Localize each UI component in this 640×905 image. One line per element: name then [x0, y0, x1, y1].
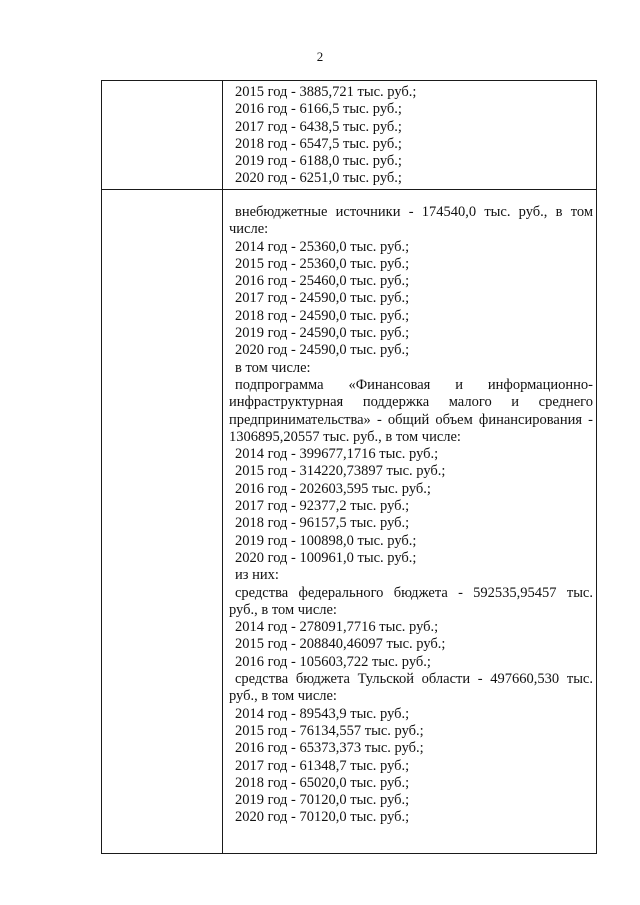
year-line: 2017 год - 24590,0 тыс. руб.;	[235, 290, 410, 307]
year-line: 2016 год - 6166,5 тыс. руб.;	[235, 101, 402, 118]
year-line: 2017 год - 61348,7 тыс. руб.;	[235, 757, 410, 774]
year-line: 2015 год - 25360,0 тыс. руб.;	[235, 255, 410, 272]
year-line: 2015 год - 76134,557 тыс. руб.;	[235, 722, 424, 739]
row-label-cell	[102, 81, 223, 190]
year-line: 2017 год - 6438,5 тыс. руб.;	[235, 118, 402, 135]
row-content-cell	[223, 190, 597, 854]
year-line: 2016 год - 25460,0 тыс. руб.;	[235, 273, 410, 290]
year-line: 2017 год - 92377,2 тыс. руб.;	[235, 498, 410, 515]
text-line: руб., в том числе:	[229, 688, 337, 705]
table-row	[102, 190, 597, 854]
year-line: 2014 год - 278091,7716 тыс. руб.;	[235, 619, 439, 636]
year-line: 2014 год - 25360,0 тыс. руб.;	[235, 238, 410, 255]
year-line: 2019 год - 6188,0 тыс. руб.;	[235, 153, 402, 170]
year-line: 2018 год - 96157,5 тыс. руб.;	[235, 515, 410, 532]
year-line: 2015 год - 208840,46097 тыс. руб.;	[235, 636, 446, 653]
year-line: 2018 год - 65020,0 тыс. руб.;	[235, 774, 410, 791]
text-line: средства бюджета Тульской области - 497660,530 тыс.	[235, 671, 593, 688]
year-line: 2015 год - 3885,721 тыс. руб.;	[235, 84, 417, 100]
year-line: 2014 год - 399677,1716 тыс. руб.;	[235, 446, 439, 463]
subprogram-title-line: инфраструктурная поддержка малого и среднего	[229, 394, 593, 411]
text-line: руб., в том числе:	[229, 601, 337, 618]
funding-text	[223, 81, 596, 188]
year-line: 2014 год - 89543,9 тыс. руб.;	[235, 705, 410, 722]
year-line: 2019 год - 24590,0 тыс. руб.;	[235, 325, 410, 342]
year-line: 2019 год - 70120,0 тыс. руб.;	[235, 792, 410, 809]
funding-text	[223, 190, 596, 827]
text-line: средства федерального бюджета - 592535,95457 тыс.	[235, 584, 593, 601]
year-line: 2020 год - 6251,0 тыс. руб.;	[235, 170, 402, 187]
subprogram-title-line: подпрограмма «Финансовая и информационно-	[235, 376, 593, 393]
table-row	[102, 81, 597, 190]
subprogram-title-line: предпринимательства» - общий объем финансирования -	[229, 411, 593, 428]
page-number: 2	[316, 49, 324, 64]
year-line: 2016 год - 202603,595 тыс. руб.;	[235, 480, 431, 497]
text-line: из них:	[235, 567, 279, 584]
row-label-cell	[102, 190, 223, 854]
text-line: в том числе:	[235, 359, 311, 376]
funding-table	[101, 80, 597, 854]
text-line: 1306895,20557 тыс. руб., в том числе:	[229, 428, 461, 445]
year-line: 2015 год - 314220,73897 тыс. руб.;	[235, 463, 446, 480]
text-line: числе:	[229, 221, 269, 238]
year-line: 2018 год - 6547,5 тыс. руб.;	[235, 135, 402, 152]
row-content-cell	[223, 81, 597, 190]
year-line: 2020 год - 24590,0 тыс. руб.;	[235, 342, 410, 359]
text-line: внебюджетные источники - 174540,0 тыс. руб., в том	[235, 204, 593, 220]
year-line: 2016 год - 105603,722 тыс. руб.;	[235, 653, 431, 670]
year-line: 2018 год - 24590,0 тыс. руб.;	[235, 307, 410, 324]
year-line: 2019 год - 100898,0 тыс. руб.;	[235, 532, 417, 549]
year-line: 2020 год - 70120,0 тыс. руб.;	[235, 809, 410, 826]
year-line: 2020 год - 100961,0 тыс. руб.;	[235, 549, 417, 566]
year-line: 2016 год - 65373,373 тыс. руб.;	[235, 740, 424, 757]
